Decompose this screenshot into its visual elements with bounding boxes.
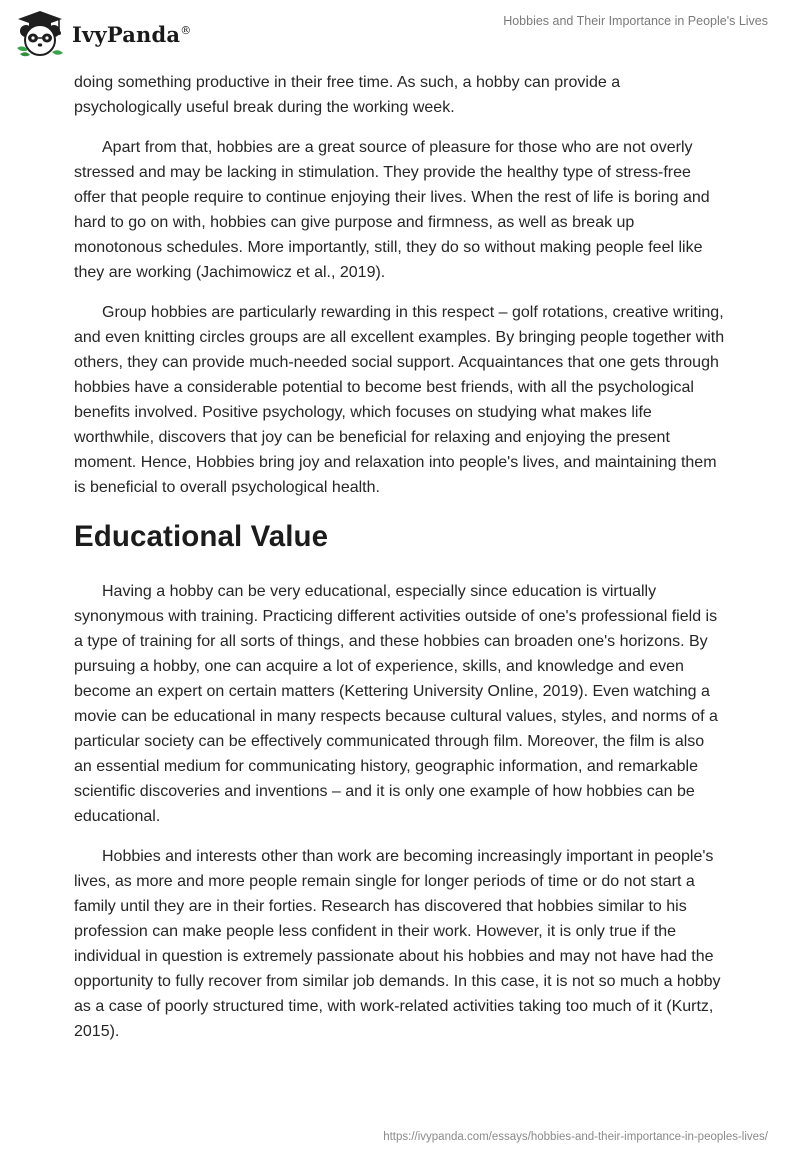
ivypanda-logo[interactable] — [14, 8, 191, 60]
page-header — [0, 0, 800, 70]
section-heading: Educational Value — [74, 520, 329, 553]
paragraph: Having a hobby can be very educational, especially since education is virtually synonymous with training. Practicing different activities outside of one's professional field is a type of training for all sorts of things, and these hobbies can broaden one's horizons. By pursuing a hobby, one can acquire a lot of experience, skills, and knowledge and even become an expert on certain matters (Kettering University Online, 2019). Even watching a movie can be educational in many respects because cultural values, styles, and norms of a particular society can be effectively communicated through film. Moreover, the film is also an essential medium for communicating history, geographic information, and remarkable scientific discoveries and inventions – and it is only one example of how hobbies can be educational. — [74, 583, 718, 825]
paragraph-continuation: doing something productive in their free time. As such, a hobby can provide a psychologically useful break during the working week. — [74, 74, 621, 116]
essay-body — [74, 70, 726, 1044]
panda-graduate-icon — [14, 8, 66, 60]
source-url[interactable]: https://ivypanda.com/essays/hobbies-and-their-importance-in-peoples-lives/ — [383, 1131, 768, 1143]
paragraph: Hobbies and interests other than work are becoming increasingly important in people's lives, as more and more people remain single for longer periods of time or do not start a family until they are in their forties. Research has discovered that hobbies similar to his profession can make people less confident in their work. However, it is only true if the individual in question is extremely passionate about his hobbies and may not have had the opportunity to fully recover from similar job demands. In this case, it is not so much a hobby as a case of poorly structured time, with work-related activities taking too much of it (Kurtz, 2015). — [74, 848, 721, 1040]
document-title: Hobbies and Their Importance in People's Lives — [503, 14, 768, 28]
paragraph: Group hobbies are particularly rewarding in this respect – golf rotations, creative writing, and even knitting circles groups are all excellent examples. By bringing people together with others, they can provide much-needed social support. Acquaintances that one gets through hobbies have a considerable potential to become best friends, with all the psychological benefits involved. Positive psychology, which focuses on studying what makes life worthwhile, discovers that joy can be beneficial for relaxing and enjoying the present moment. Hence, Hobbies bring joy and relaxation into people's lives, and maintaining them is beneficial to overall psychological health. — [74, 304, 725, 496]
brand-name: IvyPanda® — [72, 21, 192, 47]
paragraph: Apart from that, hobbies are a great source of pleasure for those who are not overly stressed and may be lacking in stimulation. They provide the healthy type of stress-free offer that people require to continue enjoying their lives. When the rest of life is boring and hard to go on with, hobbies can give purpose and firmness, as well as break up monotonous schedules. More importantly, still, they do so without making people feel like they are working (Jachimowicz et al., 2019). — [74, 139, 710, 281]
